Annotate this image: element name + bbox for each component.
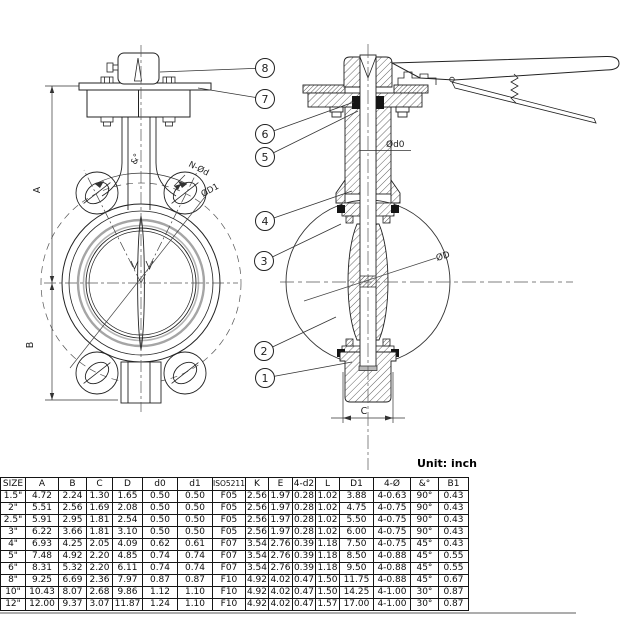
table-row [1,563,469,575]
cell: 1.50 [317,575,338,585]
cell: 0.39 [293,551,314,561]
col-header-b1: B1 [438,478,468,491]
cell: 2" [1,503,26,515]
cell: F07 [213,563,246,575]
cell: 4-0.63 [373,491,410,503]
cell: 0.28 [293,515,314,525]
cell: 0.50 [143,515,178,527]
side-centerlines [280,44,573,470]
table-row [1,539,469,551]
cell: 1.24 [143,599,178,611]
cell: 12" [1,599,26,611]
cell: 5" [1,551,26,563]
label-angle: &° [129,152,143,167]
cell: 1.18 [317,539,338,549]
cell: 2.76 [270,539,291,549]
cell: 6.69 [59,575,87,587]
cell: 12.00 [26,599,59,611]
cell: 0.28 [293,491,314,501]
label-B: B [25,341,36,349]
cell: 0.47 [293,587,314,597]
cell: 3" [1,527,26,539]
cell: 4.09 [113,539,143,551]
cell: F05 [213,503,246,515]
cell: F05 [213,491,246,503]
cell: F07 [213,551,246,563]
cell: 3.88 [339,491,373,503]
cell: 1.97 [270,503,291,513]
cell: 0.74 [143,563,178,575]
cell: 4-1.00 [373,587,410,599]
spec-table-header-row [1,478,469,491]
cell: 1.5" [1,491,26,503]
balloon-4-number: 4 [261,215,269,228]
cell: 2.20 [87,563,113,575]
cell: 4-0.75 [373,515,410,527]
cell: 4-0.88 [373,575,410,587]
col-header-iso5211: ISO5211 [213,478,246,491]
cell: 1.50 [317,587,338,597]
label-n-d: N-Ød [186,159,211,179]
front-view [41,45,241,412]
cell: 5.32 [59,563,87,575]
cell: 0.47 [293,575,314,585]
table-row [1,503,469,515]
cell: 4-0.88 [373,563,410,575]
label-d0-dia: Ød0 [386,140,405,150]
table-row [1,551,469,563]
cell: 0.43 [438,491,468,503]
col-header-: &° [410,478,438,491]
cell: 0.55 [438,551,468,563]
cell: 4-1.00 [373,599,410,611]
table-row [1,599,469,611]
cell: 4.72 [26,491,59,503]
spec-table [0,477,469,611]
cell: 45° [410,563,438,575]
col-header-4d2: 4-d2 [293,479,315,489]
cell: 6.11 [113,563,143,575]
cell: 2.95 [59,515,87,527]
cell: 3.54 [246,563,267,573]
cell: F07 [213,539,246,551]
cell: 2.56 [246,491,267,501]
cell: 0.50 [178,503,213,515]
cell: 1.18 [317,563,338,573]
cell: 8" [1,575,26,587]
cell: 4.02 [270,575,291,585]
cell: 4.92 [246,587,267,597]
col-header-b: B [59,478,87,491]
cell: 0.67 [438,575,468,587]
cell: F10 [213,599,246,611]
cell: 4.02 [270,599,291,609]
cell: F05 [213,515,246,527]
cell: 5.50 [339,515,373,527]
cell: 0.39 [293,539,314,549]
cell: 9.25 [26,575,59,587]
cell: 2.36 [87,575,113,587]
cell: 6.93 [26,539,59,551]
cell: 1.97 [270,491,291,501]
balloon-8-number: 8 [261,62,269,75]
col-header-k: K [245,478,268,491]
cell: 45° [410,551,438,563]
cell: 1.30 [87,491,113,503]
cell: 0.50 [178,491,213,503]
label-d-dia: ØD [434,250,452,264]
cell: 2.54 [113,515,143,527]
cell: 4-0.75 [373,503,410,515]
cell: 0.28 [293,503,314,513]
balloon-1-number: 1 [261,372,269,385]
cell: 1.57 [317,599,338,609]
cell: 6" [1,563,26,575]
cell: 8.07 [59,587,87,599]
balloon-3-number: 3 [260,255,268,268]
cell: 2.24 [59,491,87,503]
cell: 6.22 [26,527,59,539]
cell: F10 [213,587,246,599]
cell: 2.56 [246,503,267,513]
label-A: A [32,186,43,194]
cell: 0.43 [438,527,468,539]
cell: 4.92 [59,551,87,563]
cell: 30° [410,599,438,611]
cell: 4.92 [246,575,267,585]
cell: 0.50 [143,527,178,539]
cell: 11.75 [339,575,373,587]
cell: 2.5" [1,515,26,527]
cell: 1.10 [178,587,213,599]
cell: 0.74 [178,563,213,575]
cell: 14.25 [339,587,373,599]
cell: 17.00 [339,599,373,611]
cell: 1.81 [87,527,113,539]
cell: 10.43 [26,587,59,599]
cell: 1.81 [87,515,113,527]
cell: 7.50 [339,539,373,551]
cell: 2.08 [113,503,143,515]
cell: 1.97 [270,527,291,537]
cell: 0.43 [438,539,468,551]
cell: 4.25 [59,539,87,551]
cell: 11.87 [113,599,143,611]
cell: 90° [410,503,438,515]
cell: F05 [213,527,246,539]
cell: 0.87 [438,587,468,599]
table-row [1,527,469,539]
cell: 30° [410,587,438,599]
cell: 0.74 [143,551,178,563]
cell: 0.55 [438,563,468,575]
cell: 0.50 [178,515,213,527]
label-C: C [360,406,368,417]
cell: 1.02 [317,515,338,525]
cell: 2.56 [59,503,87,515]
table-row [1,491,469,503]
cell: 90° [410,491,438,503]
cell: 1.02 [317,527,338,537]
cell: 8.31 [26,563,59,575]
balloon-7-number: 7 [261,93,269,106]
cell: 4-0.75 [373,527,410,539]
cell: 0.87 [143,575,178,587]
cell: 2.56 [246,515,267,525]
cell: 2.68 [87,587,113,599]
col-header-a: A [26,478,59,491]
cell: 1.02 [317,503,338,513]
cell: 0.50 [143,503,178,515]
lug-ear-top-left [76,172,118,214]
lug-ear-bottom-left [76,352,118,394]
cell: 3.54 [246,551,267,561]
col-header-d1: D1 [339,478,373,491]
cell: 5.51 [26,503,59,515]
cell: 3.07 [87,599,113,611]
cell: 6.00 [339,527,373,539]
col-header-d1: d1 [178,478,213,491]
table-shadow-line [0,612,576,614]
cell: 4.75 [339,503,373,515]
table-row [1,587,469,599]
cell: 1.10 [178,599,213,611]
col-header-size: SIZE [1,478,26,491]
cap-side-bolt [107,63,113,72]
trigger-lever [452,82,596,123]
cell: 1.18 [317,551,338,561]
label-d1-dia: ØD1 [199,181,221,200]
table-row [1,575,469,587]
cell: 9.50 [339,563,373,575]
cell: 90° [410,515,438,527]
cell: 0.61 [178,539,213,551]
cell: 0.74 [178,551,213,563]
cell: 8.50 [339,551,373,563]
top-works [79,53,211,126]
cell: 9.37 [59,599,87,611]
col-header-d: D [113,478,143,491]
cell: 1.02 [317,491,338,501]
cell: 5.91 [26,515,59,527]
cell: 4.85 [113,551,143,563]
cell: 7.48 [26,551,59,563]
cell: 1.12 [143,587,178,599]
cell: 1.65 [113,491,143,503]
cell: 1.69 [87,503,113,515]
cell: 2.05 [87,539,113,551]
cell: 2.20 [87,551,113,563]
cell: 2.76 [270,563,291,573]
cell: 1.97 [270,515,291,525]
cell: 4-0.88 [373,551,410,563]
balloon-6-number: 6 [261,128,269,141]
balloon-2-number: 2 [260,345,268,358]
cell: 45° [410,539,438,551]
unit-label: Unit: inch [417,457,477,470]
cell: 4.02 [270,587,291,597]
cell: 0.87 [438,599,468,611]
cell: 3.66 [59,527,87,539]
cell: F10 [213,575,246,587]
table-row [1,515,469,527]
cell: 3.54 [246,539,267,549]
cell: 0.39 [293,563,314,573]
cell: 4.92 [246,599,267,609]
cell: 2.76 [270,551,291,561]
packing-right [376,96,384,109]
col-header-l: L [315,478,339,491]
handle-arm [392,56,619,80]
lug-ear-bottom-right [164,352,206,394]
cell: 0.43 [438,503,468,515]
cell: 0.50 [178,527,213,539]
cell: 4" [1,539,26,551]
cell: 10" [1,587,26,599]
cell: 90° [410,527,438,539]
cell: 4-0.75 [373,539,410,551]
col-header-4: 4-Ø [373,478,410,491]
cell: 0.87 [178,575,213,587]
col-header-c: C [87,478,113,491]
cell: 3.10 [113,527,143,539]
cell: 7.97 [113,575,143,587]
balloon-5-number: 5 [261,151,269,164]
cell: 0.47 [293,599,314,609]
cell: 9.86 [113,587,143,599]
cell: 45° [410,575,438,587]
cell: 0.43 [438,515,468,527]
col-header-d0: d0 [143,478,178,491]
cell: 0.28 [293,527,314,537]
col-header-e: E [268,478,292,491]
cell: 0.50 [143,491,178,503]
cell: 0.62 [143,539,178,551]
cell: 2.56 [246,527,267,537]
